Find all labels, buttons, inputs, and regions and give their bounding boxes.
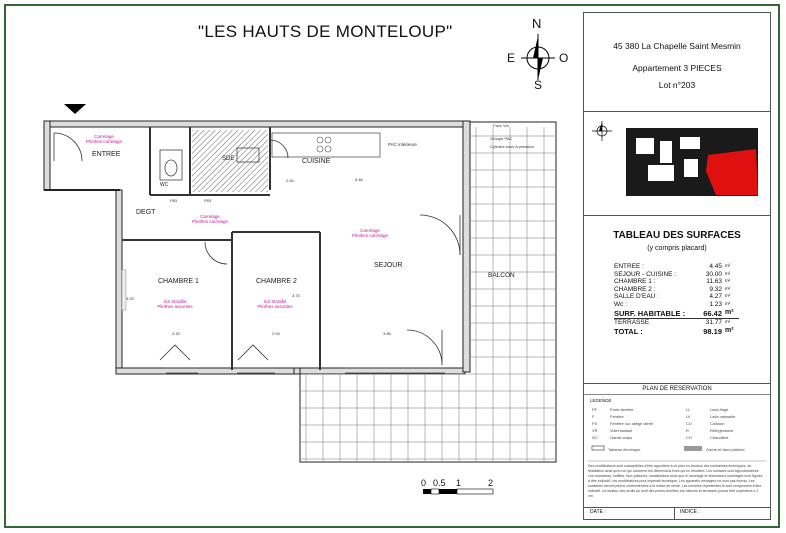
entrance-arrow-icon <box>64 104 86 114</box>
reservation-block <box>584 383 770 508</box>
surface-row-0-unit: m² <box>725 263 731 268</box>
note-sol-ch2: Sol Stratifié Plinthes assorties <box>257 299 293 309</box>
legend-3-text2: Réfrigérateur <box>710 428 734 433</box>
address-lot: Lot n°203 <box>658 80 696 90</box>
note-groupe-pac: Groupe PAC <box>490 136 513 141</box>
legend-0-text: Porte-fenêtre <box>610 407 634 412</box>
legend-4-text: Garde-corps <box>610 435 633 440</box>
note-carrelage-degt: Carrelage Plinthes carrelage <box>191 214 229 224</box>
compass-north: N <box>532 16 542 31</box>
surface-total-label: TOTAL : <box>614 327 643 336</box>
legend-3-text: Volet battant <box>610 428 633 433</box>
legend-1-code2: LV <box>686 414 691 419</box>
reservation-title: PLAN DE RESERVATION <box>584 386 770 395</box>
building-keyplan <box>584 111 770 215</box>
note-sol-ch1: Sol Stratifié Plinthes assorties <box>157 299 193 309</box>
dim-5: 3.30 <box>172 331 180 336</box>
surface-habitable-value: 66.42 <box>703 309 722 318</box>
legend-0-text2: Lave-linge <box>710 407 729 412</box>
indice-label: INDICE : <box>680 509 700 515</box>
dim-8: P83 <box>170 198 178 203</box>
legend-2-text2: Cuisson <box>710 421 725 426</box>
date-label: DATE : <box>590 509 606 515</box>
legend-4-code: GC <box>592 435 598 440</box>
surface-row-4-label: SALLE D'EAU : <box>614 293 659 300</box>
surface-row-2-label: CHAMBRE 1 : <box>614 278 656 285</box>
wc-fixture <box>160 150 182 180</box>
scale-bar <box>423 489 493 494</box>
legend-title: LEGENDE <box>590 398 612 403</box>
surface-terrasse-label: TERRASSE <box>614 319 650 326</box>
title-block <box>583 12 771 520</box>
terrace-deck <box>300 374 470 461</box>
compass-west: E <box>507 51 516 65</box>
room-cuisine: CUISINE <box>302 158 331 165</box>
surface-row-1-unit: m² <box>725 270 731 276</box>
dim-4: 3.75 <box>292 293 300 298</box>
surface-row-3-label: CHAMBRE 2 : <box>614 285 656 293</box>
room-sde: SDE <box>222 156 235 162</box>
surface-row-3-unit: m² <box>725 285 731 291</box>
dim-9: P83 <box>204 198 212 203</box>
habitable-underline <box>614 318 739 319</box>
kitchen-counter <box>272 133 380 157</box>
date-indice-divider <box>674 507 675 520</box>
project-title: "LES HAUTS DE MONTELOUP" <box>198 22 453 41</box>
dim-7: 3.86 <box>383 331 391 336</box>
note-faux-vol: Faux Vol <box>493 123 509 128</box>
room-balcon: BALCON <box>488 272 515 279</box>
legend-3-code2: R <box>686 428 689 433</box>
surface-terrasse-value: 31.77 <box>705 319 722 326</box>
legend-1-text2: Lave-vaisselle <box>710 414 736 419</box>
legend-elec-label: Tableau électrique <box>608 447 641 452</box>
scale-label-2: 2 <box>488 478 494 488</box>
location-block <box>584 111 770 216</box>
scale-label-05: 0.5 <box>433 478 446 488</box>
legend-0-code2: LL <box>686 407 691 412</box>
dim-2: 5.46 <box>355 177 363 182</box>
legend-2-code: FS <box>592 421 598 426</box>
legend-1-text: Fenêtre <box>610 414 624 419</box>
surface-row-4-value: 4.27 <box>709 293 722 300</box>
legend-3-code: VR <box>592 428 598 433</box>
surface-row-4-unit: m² <box>725 293 731 298</box>
surface-terrasse-unit: m² <box>725 319 731 324</box>
room-sejour: SEJOUR <box>374 262 403 269</box>
surfaces-block <box>584 215 770 384</box>
notice-text: Des modifications sont susceptibles d'être apportées à ce plan en fonction des contraintes techniques, de réalisation ainsi qu'en ce qui concerne les dimensions fixes qui en résultent. Les surfaces sont approximatives. Les retombées, soffites, faux-plafonds, canalisations ainsi que le carrelage et dimensions carrelages sont figurés à titre indicatif. Les modifications pour impératif technique. Les appareils ménagers ne sont pas fournis. Les sanitaires seront prévus conformément à la notice de vente. Les meubles représentés le sont uniquement à titre indicatif. La hauteur des seuils au droit des portes-fenêtres sur balcons et terrasses pourra être supérieure à 2 cm. <box>588 464 763 498</box>
legend-4-code2: CH <box>686 435 692 440</box>
legend-1-code: F <box>592 414 595 419</box>
surface-habitable-unit: m² <box>725 309 734 316</box>
legend-4-text2: Chaudière <box>710 435 729 440</box>
surface-row-0-value: 4.45 <box>709 263 722 270</box>
room-chambre-1: CHAMBRE 1 <box>158 278 199 285</box>
balcony-deck <box>470 127 555 461</box>
address-unit: Appartement 3 PIECES <box>632 63 722 73</box>
compass-east: O <box>559 51 569 65</box>
surface-total-unit: m² <box>725 327 734 334</box>
surface-total-value: 98.19 <box>703 327 722 336</box>
address-block <box>584 13 770 112</box>
note-carrelage-sejour: Carrelage Plinthes carrelage <box>351 228 389 238</box>
note-carrelage-entree: Carrelage Plinthes carrelage <box>85 134 123 144</box>
surface-row-5-value: 1.23 <box>709 300 722 308</box>
note-pac: PAC intérieure <box>388 142 417 147</box>
room-degt: DEGT <box>136 209 156 216</box>
scale-label-1: 1 <box>456 478 462 488</box>
surfaces-subtitle: (y compris placard) <box>647 245 707 252</box>
legend-2-text: Fenêtre sur allège vitrée <box>610 421 654 426</box>
surfaces-title: TABLEAU DES SURFACES <box>613 230 741 241</box>
surface-row-3-value: 9.32 <box>709 285 722 293</box>
room-entree: ENTREE <box>92 151 121 158</box>
compass-south: S <box>534 78 543 92</box>
surface-row-5-label: Wc : <box>614 300 627 308</box>
surface-row-0-label: ENTREE : <box>614 263 644 270</box>
room-wc: WC <box>160 182 169 188</box>
dim-1: 2.54 <box>286 178 294 183</box>
surface-row-2-unit: m² <box>725 278 731 283</box>
legend-gaine-label: Gaîne et faux-plafond <box>706 447 745 452</box>
legend-2-code2: CU <box>686 421 692 426</box>
address-city: 45 380 La Chapelle Saint Mesmin <box>613 41 741 51</box>
surface-row-2-value: 11.63 <box>706 278 722 285</box>
surface-row-5-unit: m² <box>725 300 731 306</box>
legend-0-code: PF <box>592 407 598 412</box>
dim-3: 3.53 <box>126 296 134 301</box>
note-cylindre: Cylindre sous à pression <box>490 144 534 149</box>
scale-label-0: 0 <box>421 478 427 488</box>
surface-habitable-label: SURF. HABITABLE : <box>614 309 686 318</box>
room-chambre-2: CHAMBRE 2 <box>256 278 297 285</box>
surface-row-1-value: 30.00 <box>705 270 722 278</box>
surface-row-1-label: SEJOUR - CUISINE : <box>614 270 677 278</box>
dim-6: 2.93 <box>272 331 280 336</box>
